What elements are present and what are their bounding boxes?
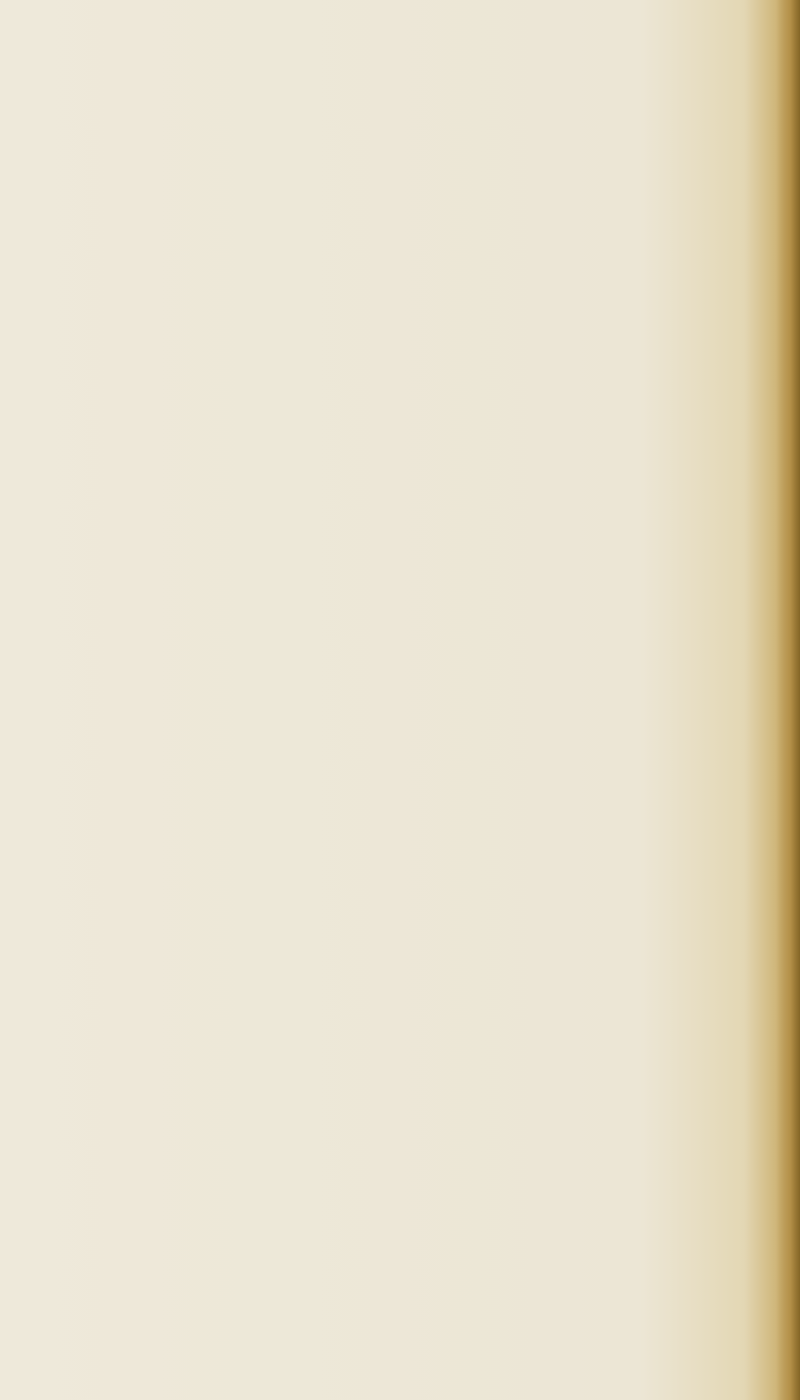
vessel-specimen-illustration [270,283,540,453]
page-edge-discoloration [776,0,800,1400]
